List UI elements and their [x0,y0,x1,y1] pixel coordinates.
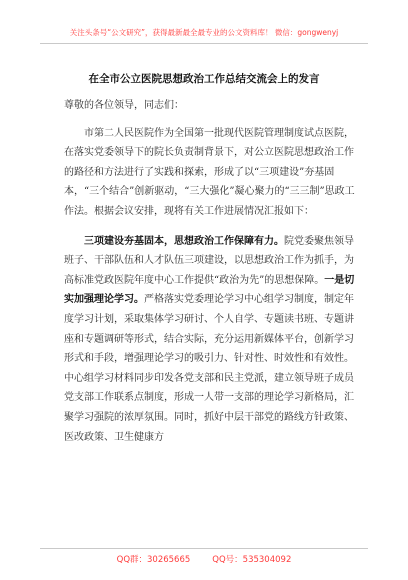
footer-qq-number: QQ号：535304092 [212,555,292,565]
subsection-text: 严格落实党委理论学习中心组学习制度，制定年度学习计划，采取集体学习研讨、个人自学、专题读书班、专题讲座和专题调研等形式，结合实际，充分运用新媒体平台，创新学习形式和手段，增强理论学习的吸引力、针对性、时效性和有效性。中心组学习材料同步印发各党支部和民主党派，建立领导班子成员党支部工作联系点制度，形成一人带一支部的理论学习新格局，汇聚学习强院的浓厚氛围。同时，抓好中层干部党的路线方针政策、医改政策、卫生健康方 [64,294,354,443]
footer [0,553,408,565]
header-banner: 关注头条号“公文研究”，获得最新最全最专业的公文资料库！ 微信：gongwenyj [69,28,339,37]
section-heading: 三项建设夯基固本，思想政治工作保障有力。 [84,235,284,247]
section-text: 院党委聚焦领导班子、干部队伍和人才队伍三项建设，以思想政治工作为抓手，为高标准党政医院年度中心工作提供“政治为先”的思想保障。 [64,235,354,286]
document-body [64,96,355,447]
paragraph-intro: 市第二人民医院作为全国第一批现代医院管理制度试点医院，在落实党委领导下的院长负责制背景下，对公立医院思想政治工作的路径和方法进行了实践和探索，形成了以“三项建设”夯基固本，“三个结合”创新驱动，“三大强化”凝心聚力的“三三制”思政工作法。根据会议安排，现将有关工作进展情况汇报如下： [64,127,355,217]
footer-qq-group: QQ群：30265665 [116,555,191,565]
subsection-heading: 一是切实加强理论学习。 [64,274,355,306]
header-divider [40,43,368,44]
document-title: 在全市公立医院思想政治工作总结交流会上的发言 [88,73,320,85]
greeting: 尊敬的各位领导，同志们： [64,100,184,111]
footer-divider [40,548,368,549]
paragraph-section-one [64,232,355,448]
